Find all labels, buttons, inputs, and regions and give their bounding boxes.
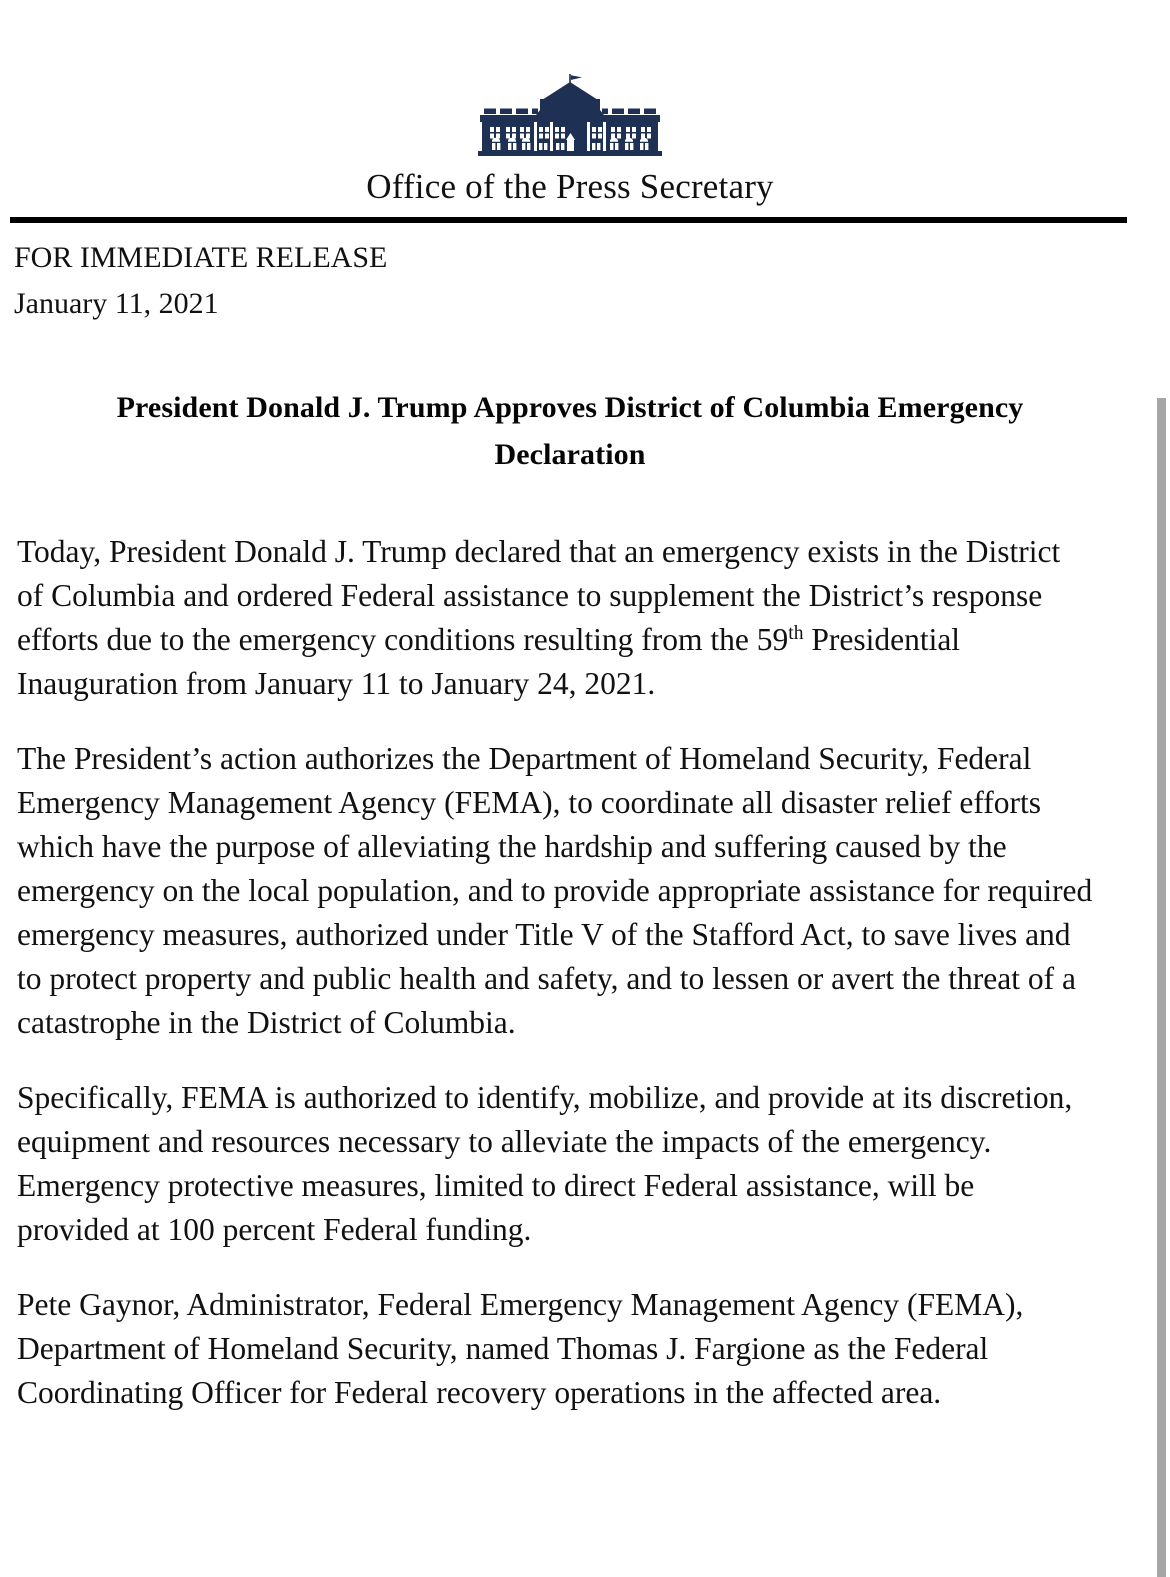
- page-title: President Donald J. Trump Approves District of Columbia Emergency Declaration: [116, 391, 1024, 471]
- ordinal-suffix: th: [788, 623, 804, 645]
- body-copy: [17, 530, 1094, 1415]
- paragraph-3: Specifically, FEMA is authorized to identify, mobilize, and provide at its discretion, equipment and resources necessary to alleviate the impacts of the emergency. Emergency protective measures, limited to direct Federal assistance, will be provided at 100 percent Federal funding.: [17, 1080, 1073, 1247]
- paragraph-1-part-a: Today, President Donald J. Trump declared that an emergency exists in the District of Columbia and ordered Federal assistance to supplement the District’s response efforts due to the emergency conditions resulting from the 59: [17, 534, 1061, 657]
- scrollbar-thumb[interactable]: [1157, 398, 1166, 1577]
- paragraph-1: [17, 530, 1094, 706]
- release-date: January 11, 2021: [14, 287, 219, 320]
- paragraph-4: Pete Gaynor, Administrator, Federal Emergency Management Agency (FEMA), Department of Homeland Security, named Thomas J. Fargione as the Federal Coordinating Officer for Federal recovery operations in the affected area.: [17, 1287, 1024, 1410]
- vertical-scrollbar[interactable]: [1140, 0, 1170, 1577]
- header-divider: [10, 217, 1127, 223]
- paragraph-2: The President’s action authorizes the Department of Homeland Security, Federal Emergency Management Agency (FEMA), to coordinate all disaster relief efforts which have the purpose of alleviating the hardship and suffering caused by the emergency on the local population, and to provide appropriate assistance for required emergency measures, authorized under Title V of the Stafford Act, to save lives and to protect property and public health and safety, and to lessen or avert the threat of a catastrophe in the District of Columbia.: [17, 741, 1093, 1040]
- release-notice: FOR IMMEDIATE RELEASE: [14, 241, 388, 274]
- office-title: Office of the Press Secretary: [366, 167, 774, 206]
- paragraph-1-part-b: Presidential Inauguration from January 11 to January 24, 2021.: [17, 622, 961, 701]
- white-house-icon: [472, 74, 668, 156]
- release-block: [14, 235, 1140, 327]
- masthead: [0, 0, 1140, 208]
